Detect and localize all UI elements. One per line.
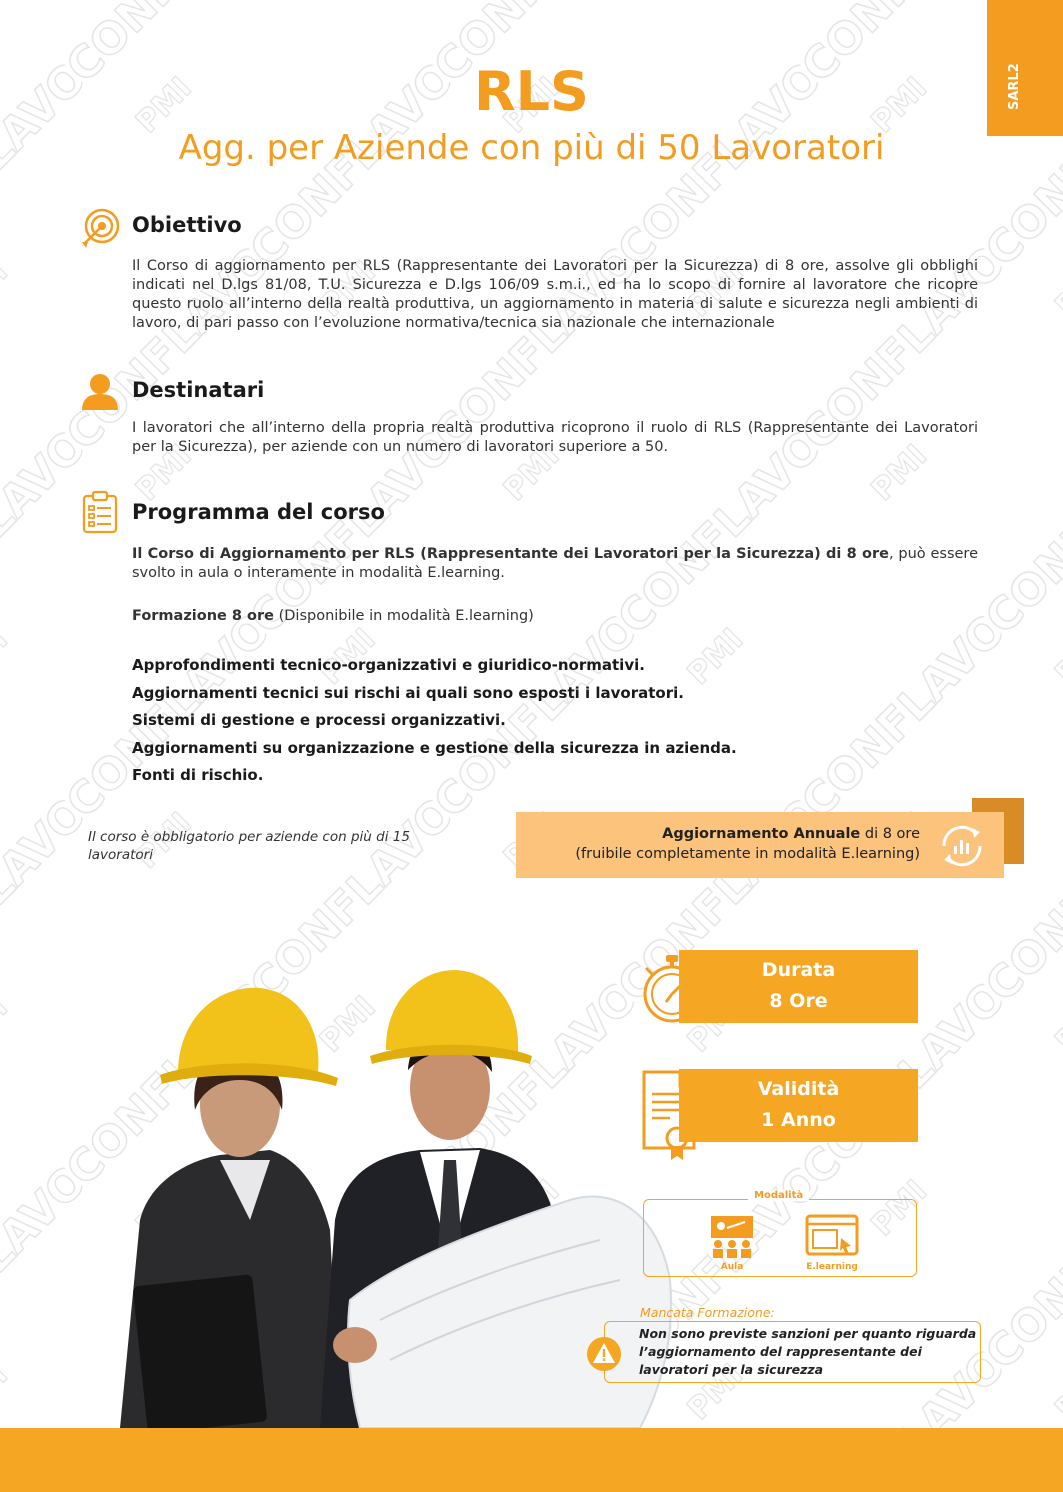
annual-line2: (fruibile completamente in modalità E.learning) — [575, 846, 920, 862]
validita-label: Validità — [757, 1078, 840, 1100]
refresh-chart-icon — [936, 820, 988, 872]
formazione-bold: Formazione 8 ore — [132, 608, 274, 624]
classroom-icon — [709, 1214, 755, 1260]
footer-bar — [0, 1428, 1063, 1492]
annual-box — [516, 812, 1004, 878]
page-title: RLS — [474, 60, 589, 123]
programma-intro-rest: , può essere svolto in aula o interamente in modalità E.learning. — [132, 546, 978, 581]
annual-bold: Aggiornamento Annuale — [662, 826, 861, 842]
computer-screen-icon — [805, 1214, 859, 1260]
modalita-aula-label: Aula — [720, 1262, 744, 1272]
validita-value: 1 Anno — [761, 1109, 836, 1131]
obiettivo-text: Il Corso di aggiornamento per RLS (Rappresentante dei Lavoratori per la Sicurezza) di 8 ore, assolve gli obblighi indicati nel D.lgs 81/08, T.U. Sicurezza e D.lgs 106/09 s.m.i., ed ha lo scopo di fornire al lavoratore che ricopre questo ruolo all’interno della realtà produttiva, un aggiornamento in materia di salute e sicurezza negli ambienti di lavoro, di pari passo con l’evoluzione normativa/tecnica sia nazionale che internazionale — [132, 258, 978, 331]
durata-value: 8 Ore — [769, 990, 828, 1012]
list-item: Aggiornamenti tecnici sui rischi ai quali sono esposti i lavoratori. — [132, 683, 684, 702]
programma-intro-bold: Il Corso di Aggiornamento per RLS (Rappresentante dei Lavoratori per la Sicurezza) di 8 ore — [132, 546, 889, 562]
formazione-line — [132, 607, 978, 626]
modalita-box — [643, 1199, 917, 1277]
warning-icon — [586, 1336, 622, 1372]
section-heading-obiettivo: Obiettivo — [132, 213, 242, 237]
target-icon — [78, 206, 122, 250]
programma-intro — [132, 545, 978, 583]
mancata-text: Non sono previste sanzioni per quanto riguarda l’aggiornamento del rappresentante dei lavoratori per la sicurezza — [639, 1326, 977, 1377]
durata-label: Durata — [761, 959, 836, 981]
destinatari-text: I lavoratori che all’interno della propria realtà produttiva ricoprono il ruolo di RLS (Rappresentante dei Lavoratori per la Sicurezza), per aziende con un numero di lavoratori superiore a 50. — [132, 420, 978, 455]
formazione-rest: (Disponibile in modalità E.learning) — [273, 608, 534, 624]
modalita-elearning-label: E.learning — [806, 1262, 858, 1272]
obligation-note: Il corso è obbligatorio per aziende con più di 15 lavoratori — [88, 829, 410, 863]
section-heading-programma: Programma del corso — [132, 500, 385, 524]
mancata-box — [604, 1321, 981, 1383]
list-item: Fonti di rischio. — [132, 766, 264, 784]
annual-rest: di 8 ore — [860, 826, 920, 842]
modalita-label: Modalità — [748, 1190, 809, 1201]
person-icon — [78, 368, 122, 412]
mancata-title: Mancata Formazione: — [640, 1305, 775, 1320]
durata-box — [679, 950, 918, 1023]
topics-list — [132, 652, 737, 790]
list-item: Approfondimenti tecnico-organizzativi e giuridico-normativi. — [132, 656, 645, 674]
page-subtitle: Agg. per Aziende con più di 50 Lavoratori — [178, 128, 885, 168]
list-item: Aggiornamenti su organizzazione e gestione della sicurezza in azienda. — [132, 738, 737, 757]
validita-box — [679, 1069, 918, 1142]
list-item: Sistemi di gestione e processi organizzativi. — [132, 711, 506, 729]
clipboard-icon — [78, 490, 122, 534]
section-heading-destinatari: Destinatari — [132, 378, 265, 402]
